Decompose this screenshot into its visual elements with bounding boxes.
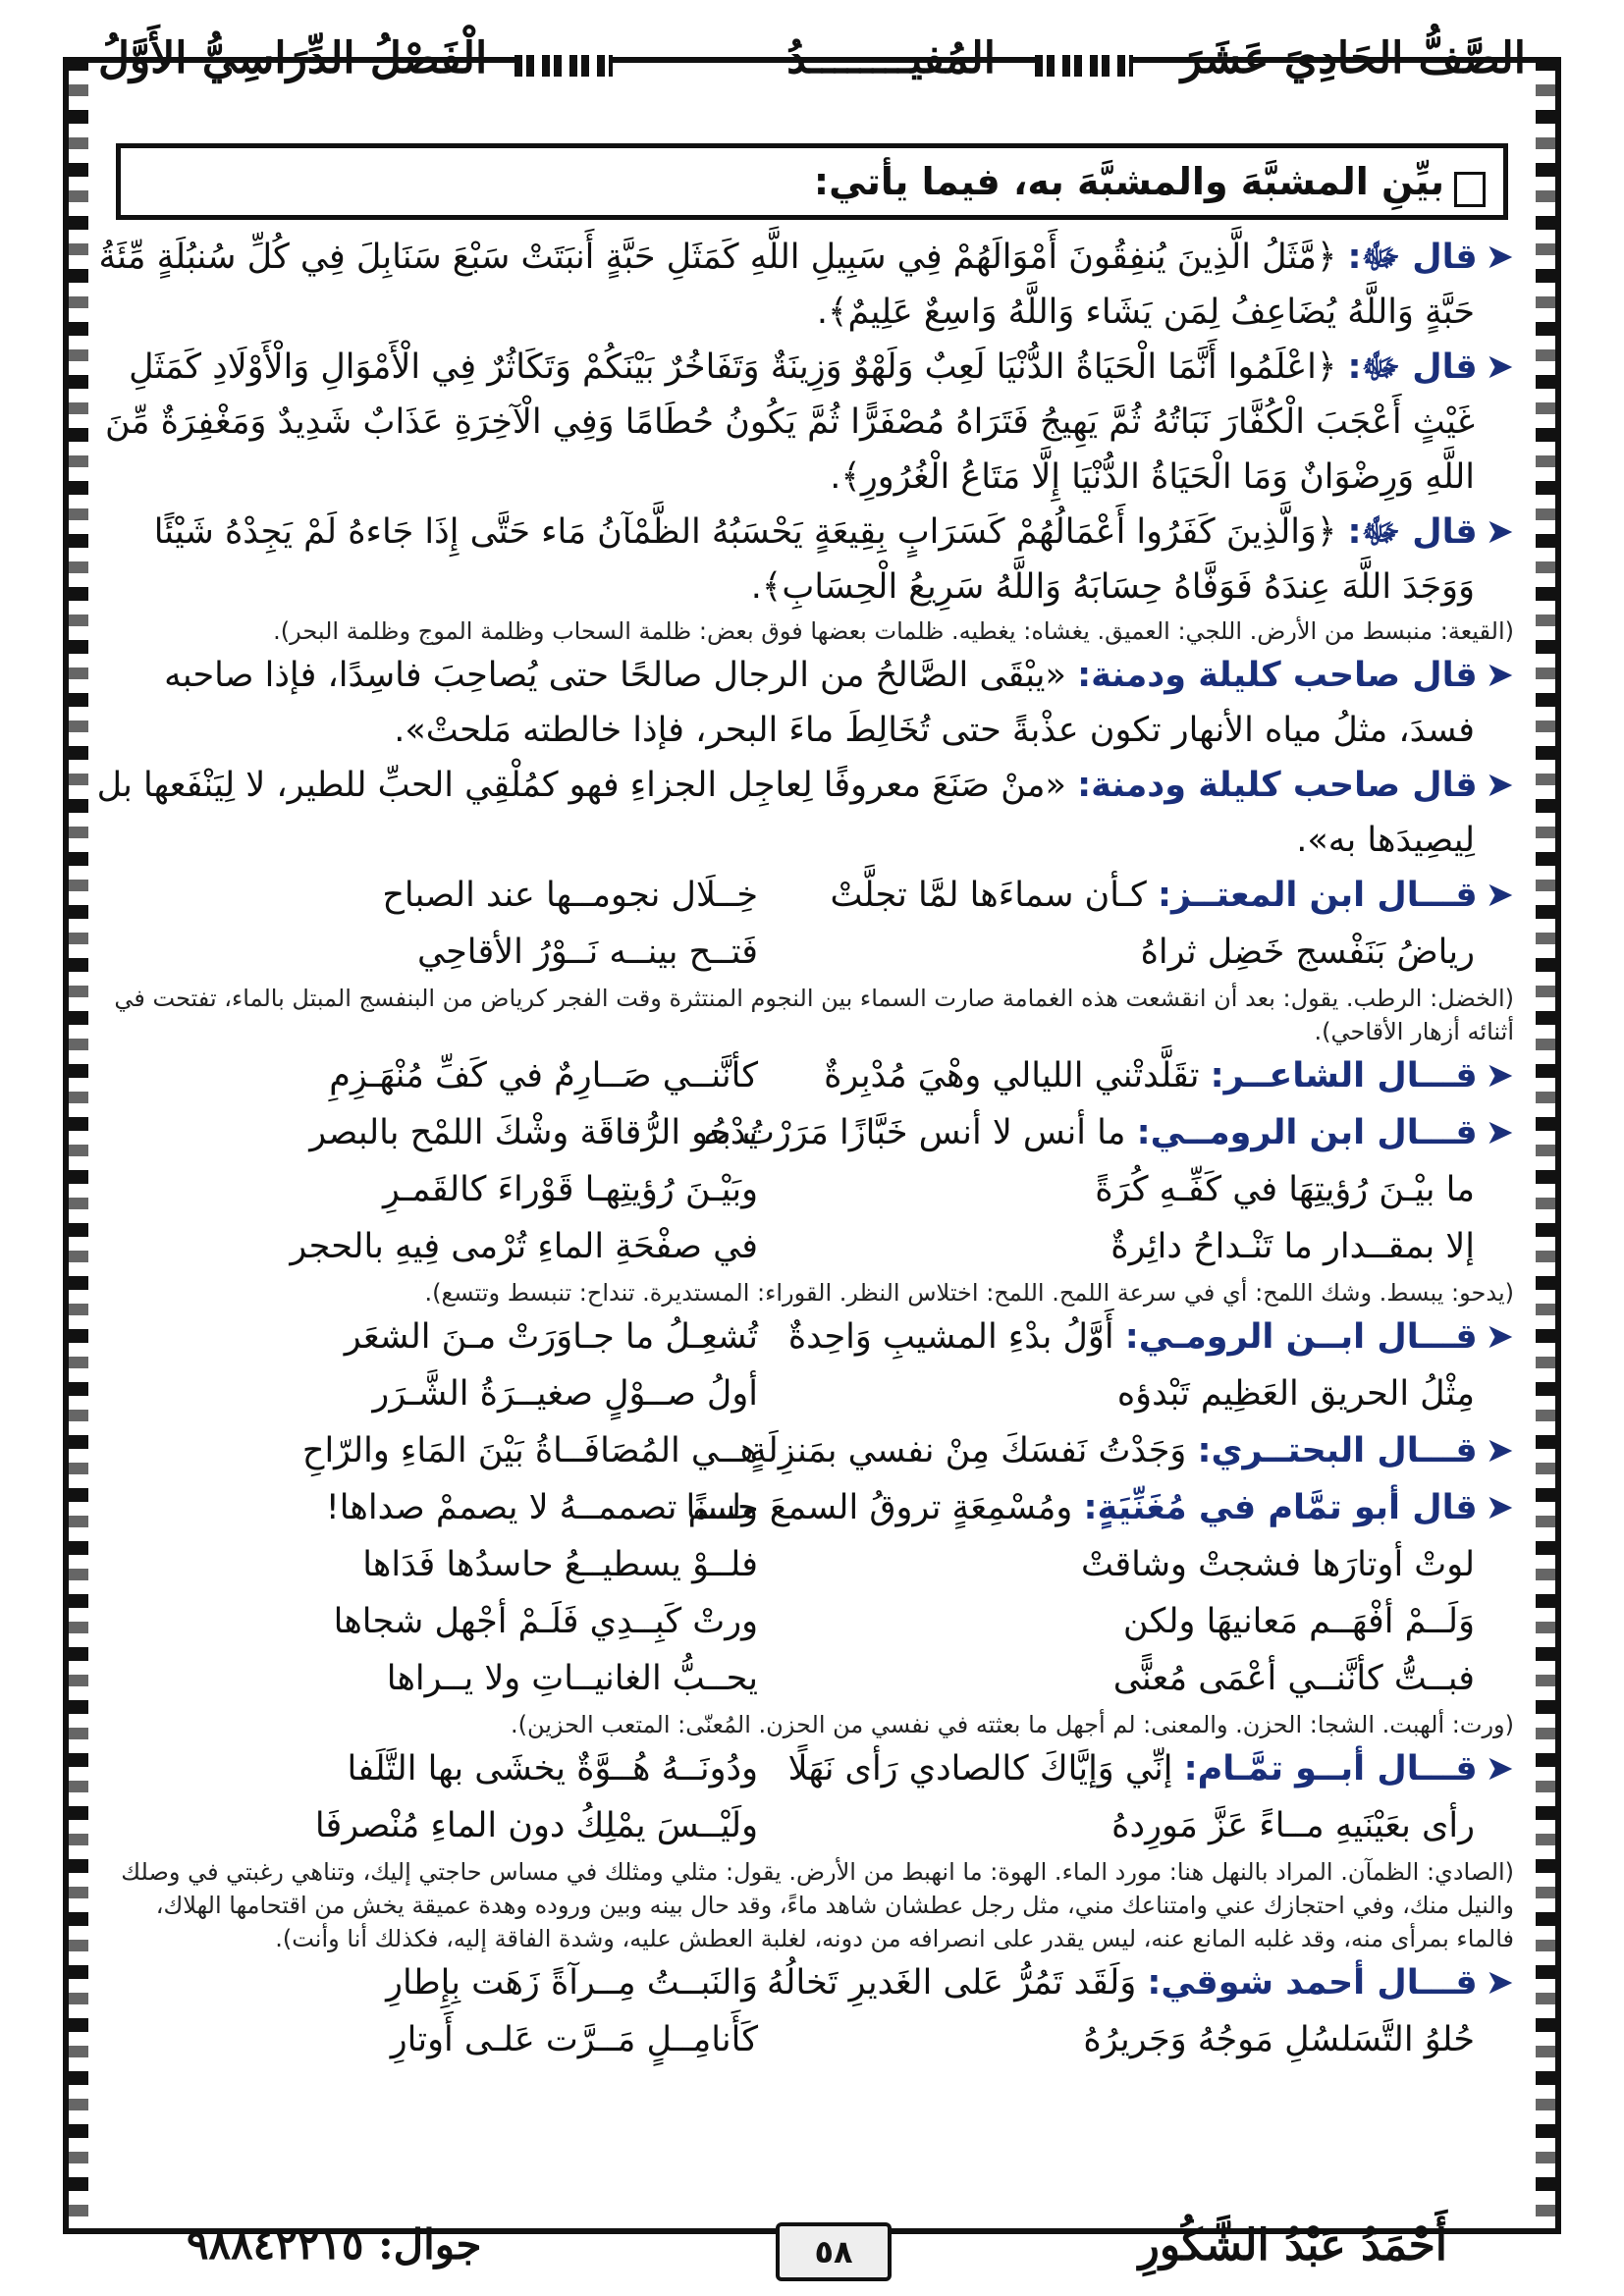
verse-row: ➤قـــال ابن المعتــز: كـأن سماءَها لمَّا تجلَّتْ خِــلَال نجومــها عند الصباح [382, 876, 1514, 915]
arrow-icon: ➤ [1485, 1749, 1514, 1789]
verse-row: ➤قـــال أحمد شوقي: وَلَقَد تَمُرُّ عَلى الغَديرِ تَخالُهُ وَالنَبــتُ مِــرآةً زَهَت بِإِطارِ [386, 1963, 1514, 2002]
grade-label: الصَّفُّ الحَادِيَ عَشَرَ [1180, 33, 1526, 83]
verse-row: ➤قـــال الشاعــر: تقَلَّدتْني الليالي وهْيَ مُدْبِرةٌ كأنَّنــي صَــارِمٌ في كَفِّ مُنْهَـزِمِ [329, 1056, 1514, 1095]
verse-row: ➤قـــال أبــو تمَّـام: إنِّي وَإيَّاكَ كالصادي رَأى نَهَلًا ودُونَــهُ هُــوَّةٌ يخشَى بها التَّلَفا [347, 1749, 1514, 1789]
document-icon [1454, 172, 1486, 207]
page-number: ٥٨ [776, 2222, 892, 2281]
verse-row: لوتْ أوتارَها فشجتْ وشاقتْ فلــوْ يسطيــعُ حاسدُها فَدَاها [362, 1545, 1475, 1584]
page-content [96, 230, 1514, 2069]
arrow-icon: ➤ [1485, 766, 1514, 805]
arrow-icon: ➤ [1485, 1113, 1514, 1152]
verse-row: وَلَــمْ أفْهَــم مَعانيهَا ولكن ورتْ كَبِــدِي فَلَـمْ أجْهل شجاها [333, 1602, 1475, 1641]
page-header [98, 20, 1526, 108]
prose-item: ➤قال صاحب كليلة ودمنة: «يبْقَى الصَّالحُ من الرجال صالحًا حتى يُصاحِبَ فاسِدًا، فإذا صاحبه فسدَ، مثلُ مياه الأنهار تكون عذْبةً حتى تُخَالِطَ ماءَ البحر، فإذا خالطته مَلحتْ». [164, 656, 1514, 750]
verse-row: مِثْلُ الحريق العَظِيم تَبْدؤه أولُ صــوْلٍ صغيــرَةُ الشَّـرَر [372, 1374, 1475, 1414]
term-label: الْفَصْلُ الدِّرَاسِيُّ الأَوَّلُ [98, 33, 488, 83]
exercise-title: بيِّنِ المشبَّهَ والمشبَّهَ به، فيما يأتي: [813, 160, 1444, 203]
author-name: أَحْمَدُ عَبْدُ الشَّكُورِ [1138, 2220, 1447, 2270]
glossary-note: (الصادي: الظمآن. المراد بالنهل هنا: مورد الماء. الهوة: ما انهبط من الأرض. يقول: مثلي ومثلك في مساس حاجتي إليك، وتناهي رغبتي في وصلك والنيل منك، وفي احتجازك عني وامتناعك مني، مثل رجل عطشان شاهد ماءً، وقد حال بينه وبين وروده وهدة عميقة يخش من اقتحامها الهلاك، فالماء بمرأى منه، وقد غلبه المانع عنه، ليس يقدر على انصرافه من دونه، لغلبة العطش عليه، وشدة الفاقة إليه، فكذلك أنا وأنت). [121, 1858, 1514, 1952]
verse-row: حُلوُ التَّسَلسُلِ مَوجُهُ وَجَريرُهُ كَأَنامِــلٍ مَــرَّت عَلـى أَوتارِ [390, 2020, 1475, 2059]
phone-number: جوال: ٩٨٨٤٢٢١٥ [187, 2220, 482, 2269]
glossary-note: (يدحو: يبسط. وشك اللمح: أي في سرعة اللمح. اللمح: اختلاس النظر. القوراء: المستديرة. تنداح: تنبسط وتتسع). [424, 1279, 1514, 1307]
arrow-icon: ➤ [1485, 656, 1514, 695]
arrow-icon: ➤ [1485, 1317, 1514, 1357]
book-title: المُفيــــــــدُ [786, 33, 996, 83]
verse-row: ما بيْـنَ رُؤيتِهَا في كَفِّـهِ كُرَةً وبَيْـنَ رُؤيتِهـا قَوْراءَ كالقَمـرِ [382, 1170, 1475, 1209]
verse-row: رأى بعَيْنَيهِ مــاءً عَزَّ مَورِدهُ ولَيْــسَ يمْلِكُ دون الماءِ مُنْصرفَا [314, 1806, 1475, 1845]
verse-row: فبــتُّ كأنَّنــي أعْمَى مُعنًّى يحــبُّ الغانيــاتِ ولا يــراها [386, 1659, 1475, 1698]
prose-item: ➤قال صاحب كليلة ودمنة: «منْ صَنَعَ معروفًا لِعاجِل الجزاءِ فهو كمُلْقِي الحبِّ للطير، لا لِيَنْفَعها بل لِيصِيدَها به». [96, 766, 1514, 860]
quran-item: ➤قال ﷻ: ﴿مَّثَلُ الَّذِينَ يُنفِقُونَ أَمْوَالَهُمْ فِي سَبِيلِ اللَّهِ كَمَثَلِ حَبَّةٍ أَنبَتَتْ سَبْعَ سَنَابِلَ فِي كُلِّ سُنبُلَةٍ مِّئَةُ حَبَّةٍ وَاللَّهُ يُضَاعِفُ لِمَن يَشَاء وَاللَّهُ وَاسِعٌ عَلِيمٌ﴾. [98, 238, 1514, 332]
verse-row: ➤قال أبو تمَّام في مُغَنِّيَةٍ: ومُسْمِعَةٍ تروقُ السمعَ حسنًا ولــم تصممــهُ لا يصممْ صداها! [325, 1488, 1514, 1527]
page-footer [98, 2220, 1526, 2289]
arrow-icon: ➤ [1485, 512, 1514, 552]
glossary-note: (الخضل: الرطب. يقول: بعد أن انقشعت هذه الغمامة صارت السماء بين النجوم المنتثرة وقت الفجر كرياض من البنفسج المبتل بالماء، تفتحت في أثنائه أزهار الأقاحي). [114, 985, 1514, 1045]
verse-row: رياضُ بَنَفْسج خَضِل ثراهُ فَتــح بينــه نَــوْرُ الأقاحِي [416, 933, 1475, 972]
exercise-title-box [116, 143, 1508, 220]
verse-row: ➤قـــال البحتــري: وَجَدْتُ نَفسَكَ مِنْ نفسي بمَنزِلَةٍ هــي المُصَافَــاةُ بَيْنَ المَاءِ والرّاحِ [301, 1431, 1514, 1470]
arrow-icon: ➤ [1485, 1056, 1514, 1095]
arrow-icon: ➤ [1485, 1963, 1514, 2002]
arrow-icon: ➤ [1485, 1488, 1514, 1527]
verse-row: ➤قـــال ابــن الرومـي: أَوَّلُ بدْءِ المشيبِ وَاحِدةٌ تُشعِـلُ ما جـاوَرَتْ مـنَ الشعَر [344, 1317, 1514, 1357]
verse-row: إلا بمقــدار ما تَنْـداحُ دائِرةٌ في صفْحَةِ الماءِ تُرْمى فِيهِ بالحجر [290, 1227, 1475, 1266]
header-ornament [1035, 55, 1133, 77]
quran-item: ➤قال ﷻ: ﴿اعْلَمُوا أَنَّمَا الْحَيَاةُ الدُّنْيَا لَعِبٌ وَلَهْوٌ وَزِينَةٌ وَتَفَاخُرٌ بَيْنَكُمْ وَتَكَاثُرٌ فِي الْأَمْوَالِ وَالْأَوْلَادِ كَمَثَلِ غَيْثٍ أَعْجَبَ الْكُفَّارَ نَبَاتُهُ ثُمَّ يَهِيجُ فَتَرَاهُ مُصْفَرًّا ثُمَّ يَكُونُ حُطَامًا وَفِي الْآخِرَةِ عَذَابٌ شَدِيدٌ وَمَغْفِرَةٌ مِّنَ اللَّهِ وَرِضْوَانٌ وَمَا الْحَيَاةُ الدُّنْيَا إِلَّا مَتَاعُ الْغُرُورِ﴾. [105, 347, 1514, 497]
arrow-icon: ➤ [1485, 1431, 1514, 1470]
glossary-note: (القيعة: منبسط من الأرض. اللجي: العميق. يغشاه: يغطيه. ظلمات بعضها فوق بعض: ظلمة السحاب وظلمة الموج وظلمة البحر). [273, 617, 1514, 645]
arrow-icon: ➤ [1485, 347, 1514, 387]
arrow-icon: ➤ [1485, 238, 1514, 277]
glossary-note: (ورت: ألهبت. الشجا: الحزن. والمعنى: لم أجهل ما بعثته في نفسي من الحزن. المُعنّى: المتعب الحزين). [510, 1711, 1514, 1738]
header-ornament [514, 55, 613, 77]
verse-row: ➤قـــال ابن الرومــي: ما أنس لا أنس خَبَّازًا مَرَرْتُ به يدْحُو الرُّقاقَة وشْكَ اللمْح بالبصر [309, 1113, 1514, 1152]
arrow-icon: ➤ [1485, 876, 1514, 915]
quran-item: ➤قال ﷻ: ﴿وَالَّذِينَ كَفَرُوا أَعْمَالُهُمْ كَسَرَابٍ بِقِيعَةٍ يَحْسَبُهُ الظَّمْآنُ مَاء حَتَّى إِذَا جَاءهُ لَمْ يَجِدْهُ شَيْئًا وَوَجَدَ اللَّهَ عِندَهُ فَوَفَّاهُ حِسَابَهُ وَاللَّهُ سَرِيعُ الْحِسَابِ﴾. [153, 512, 1514, 607]
